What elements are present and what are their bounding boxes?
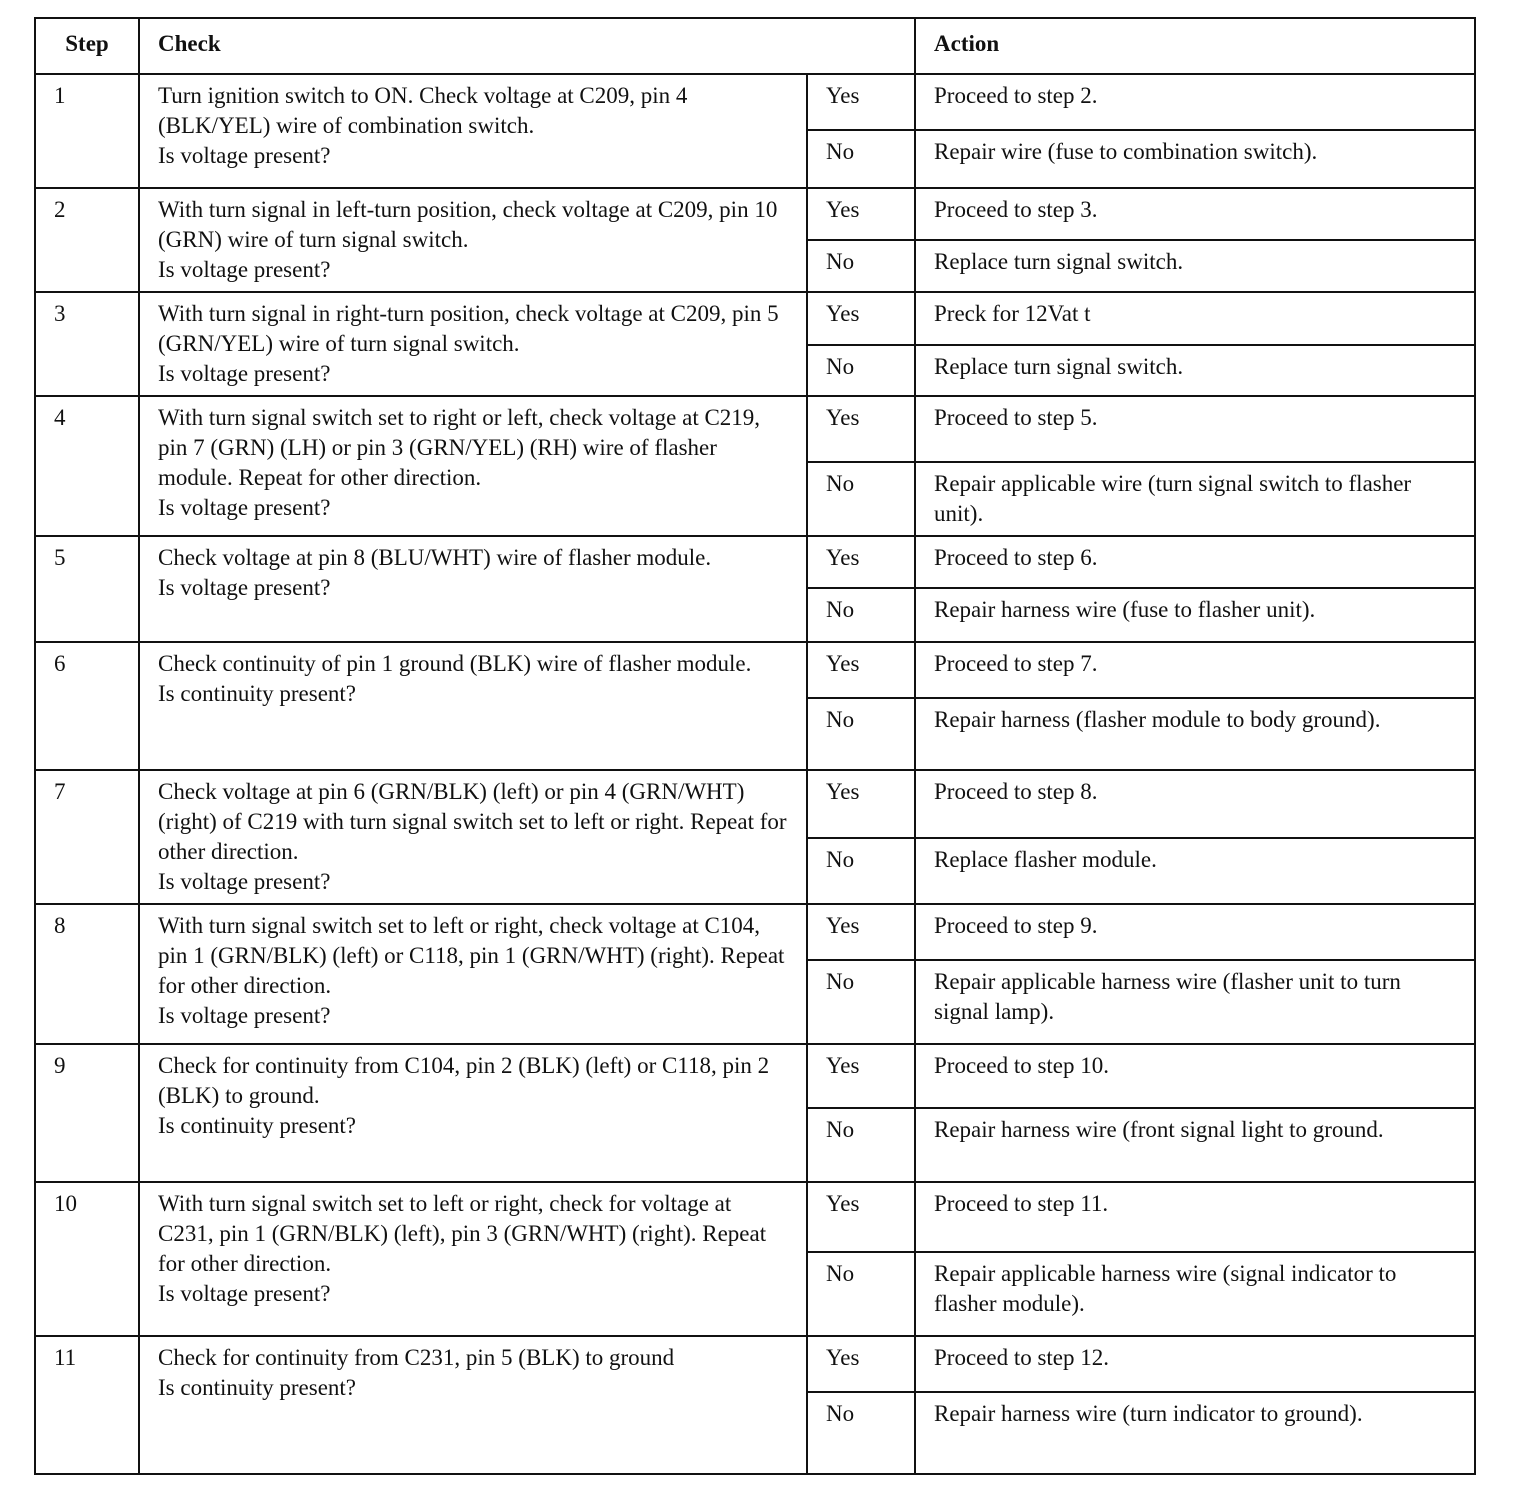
table-body (35, 74, 1475, 1474)
no-action: Repair applicable wire (turn signal switch to flasher unit). (915, 462, 1475, 536)
yes-label: Yes (807, 396, 915, 462)
no-label: No (807, 240, 915, 292)
step-number: 11 (35, 1336, 139, 1474)
table-row (35, 536, 1475, 588)
step-number: 6 (35, 642, 139, 770)
table-row (35, 1044, 1475, 1108)
no-action: Replace turn signal switch. (915, 345, 1475, 396)
no-label: No (807, 130, 915, 188)
no-action: Repair harness wire (fuse to flasher unit). (915, 588, 1475, 642)
yes-action: Preck for 12Vat t (915, 292, 1475, 345)
header-row (35, 18, 1475, 74)
step-number: 9 (35, 1044, 139, 1182)
yes-label: Yes (807, 74, 915, 130)
no-action: Repair applicable harness wire (flasher unit to turn signal lamp). (915, 960, 1475, 1044)
yes-action: Proceed to step 3. (915, 188, 1475, 240)
yes-label: Yes (807, 292, 915, 345)
yes-action: Proceed to step 11. (915, 1182, 1475, 1252)
check-text: With turn signal switch set to right or left, check voltage at C219, pin 7 (GRN) (LH) or pin 3 (GRN/YEL) (RH) wire of flasher module. Repeat for other direction. Is voltage present? (139, 396, 807, 536)
yes-action: Proceed to step 5. (915, 396, 1475, 462)
step-number: 8 (35, 904, 139, 1044)
yes-label: Yes (807, 1182, 915, 1252)
table-row (35, 642, 1475, 698)
no-action: Repair harness wire (front signal light to ground. (915, 1108, 1475, 1182)
no-action: Repair harness wire (turn indicator to ground). (915, 1392, 1475, 1474)
no-action: Repair harness (flasher module to body ground). (915, 698, 1475, 770)
step-number: 7 (35, 770, 139, 904)
no-label: No (807, 462, 915, 536)
no-action: Repair wire (fuse to combination switch). (915, 130, 1475, 188)
yes-label: Yes (807, 536, 915, 588)
yes-action: Proceed to step 6. (915, 536, 1475, 588)
table-row (35, 1336, 1475, 1392)
table-row (35, 1182, 1475, 1252)
yes-action: Proceed to step 8. (915, 770, 1475, 838)
header-action: Action (915, 18, 1475, 74)
yes-action: Proceed to step 7. (915, 642, 1475, 698)
yes-action: Proceed to step 9. (915, 904, 1475, 960)
no-label: No (807, 698, 915, 770)
yes-action: Proceed to step 2. (915, 74, 1475, 130)
no-action: Replace turn signal switch. (915, 240, 1475, 292)
header-check: Check (139, 18, 915, 74)
table-row (35, 292, 1475, 345)
no-label: No (807, 1392, 915, 1474)
check-text: Check voltage at pin 6 (GRN/BLK) (left) or pin 4 (GRN/WHT) (right) of C219 with turn signal switch set to left or right. Repeat for other direction. Is voltage present? (139, 770, 807, 904)
no-label: No (807, 345, 915, 396)
table-row (35, 770, 1475, 838)
table-row (35, 904, 1475, 960)
no-label: No (807, 588, 915, 642)
no-label: No (807, 1252, 915, 1336)
yes-label: Yes (807, 1044, 915, 1108)
yes-label: Yes (807, 904, 915, 960)
step-number: 3 (35, 292, 139, 396)
check-text: Check continuity of pin 1 ground (BLK) wire of flasher module. Is continuity present? (139, 642, 807, 770)
step-number: 2 (35, 188, 139, 292)
check-text: Check for continuity from C104, pin 2 (BLK) (left) or C118, pin 2 (BLK) to ground. Is continuity present? (139, 1044, 807, 1182)
no-action: Repair applicable harness wire (signal indicator to flasher module). (915, 1252, 1475, 1336)
yes-label: Yes (807, 770, 915, 838)
check-text: With turn signal in left-turn position, check voltage at C209, pin 10 (GRN) wire of turn signal switch. Is voltage present? (139, 188, 807, 292)
yes-label: Yes (807, 642, 915, 698)
yes-label: Yes (807, 1336, 915, 1392)
header-step: Step (35, 18, 139, 74)
table-row (35, 188, 1475, 240)
yes-action: Proceed to step 10. (915, 1044, 1475, 1108)
no-label: No (807, 960, 915, 1044)
diagnostic-table (34, 17, 1476, 1475)
check-text: With turn signal in right-turn position, check voltage at C209, pin 5 (GRN/YEL) wire of turn signal switch. Is voltage present? (139, 292, 807, 396)
yes-label: Yes (807, 188, 915, 240)
table-row (35, 396, 1475, 462)
check-text: With turn signal switch set to left or right, check voltage at C104, pin 1 (GRN/BLK) (left) or C118, pin 1 (GRN/WHT) (right). Repeat for other direction. Is voltage present? (139, 904, 807, 1044)
table-row (35, 74, 1475, 130)
check-text: Check voltage at pin 8 (BLU/WHT) wire of flasher module. Is voltage present? (139, 536, 807, 642)
no-action: Replace flasher module. (915, 838, 1475, 904)
no-label: No (807, 1108, 915, 1182)
check-text: Turn ignition switch to ON. Check voltage at C209, pin 4 (BLK/YEL) wire of combination switch. Is voltage present? (139, 74, 807, 188)
step-number: 4 (35, 396, 139, 536)
step-number: 5 (35, 536, 139, 642)
step-number: 10 (35, 1182, 139, 1336)
step-number: 1 (35, 74, 139, 188)
yes-action: Proceed to step 12. (915, 1336, 1475, 1392)
check-text: With turn signal switch set to left or right, check for voltage at C231, pin 1 (GRN/BLK) (left), pin 3 (GRN/WHT) (right). Repeat for other direction. Is voltage present? (139, 1182, 807, 1336)
check-text: Check for continuity from C231, pin 5 (BLK) to ground Is continuity present? (139, 1336, 807, 1474)
no-label: No (807, 838, 915, 904)
